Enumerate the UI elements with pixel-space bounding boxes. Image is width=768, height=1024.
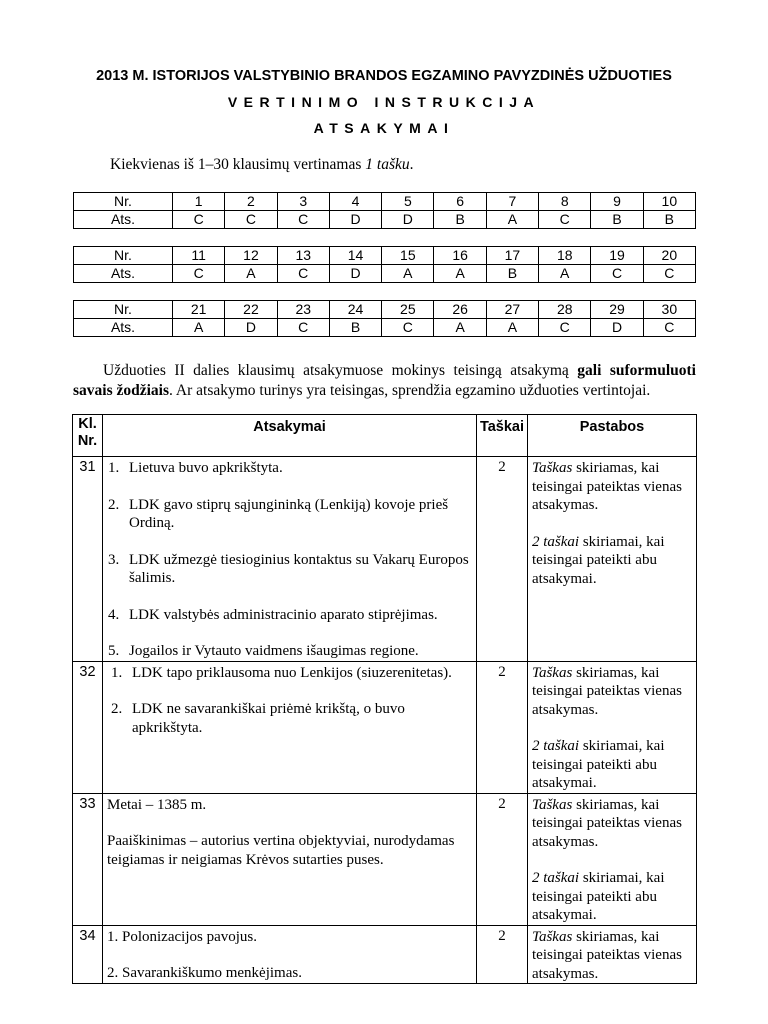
table-cell: D [591,319,643,337]
list-item: 1. LDK tapo priklausoma nuo Lenkijos (siuzerenitetas). [111,664,452,681]
table-cell: C [539,211,591,229]
table-cell: A [539,265,591,283]
table-cell: 15 [382,247,434,265]
table-row [73,457,697,662]
table-cell: B [434,211,486,229]
table-cell: C [382,319,434,337]
table-cell: 5 [382,193,434,211]
nr-label: Nr. [74,247,173,265]
table-cell: C [173,265,225,283]
table-cell: A [225,265,277,283]
answer-table-row-numbers [74,301,696,319]
document-subtitle: VERTINIMO INSTRUKCIJA [227,94,541,110]
pastabos-header: Pastabos [528,415,697,457]
table-cell: C [539,319,591,337]
table-cell: C [277,265,329,283]
table-row [73,661,697,793]
nr-label: Nr. [74,301,173,319]
table-cell: 10 [643,193,695,211]
table-cell: 26 [434,301,486,319]
table-header-row [73,415,697,457]
table-cell: C [225,211,277,229]
table-cell: C [277,319,329,337]
answers-table [72,414,697,984]
list-item: 3. LDK užmezgė tiesioginius kontaktus su Vakarų Europos šalimis. [108,551,469,586]
table-cell: 16 [434,247,486,265]
document-title: 2013 M. ISTORIJOS VALSTYBINIO BRANDOS EGZAMINO PAVYZDINĖS UŽDUOTIES [96,68,672,84]
table-cell: C [173,211,225,229]
table-cell: 24 [329,301,381,319]
table-cell: 13 [277,247,329,265]
table-cell: A [382,265,434,283]
table-cell: 27 [486,301,538,319]
answer-table-1 [73,192,696,229]
table-cell: 14 [329,247,381,265]
note-cell: Taškas skiriamas, kai teisingai pateiktas vienas atsakymas. 2 taškai skiriamai, kai teisingai pateikti abu atsakymai. [528,457,697,662]
table-cell: 28 [539,301,591,319]
answer-cell [103,661,477,793]
table-cell: D [329,265,381,283]
table-cell: 29 [591,301,643,319]
part-two-paragraph: Užduoties II dalies klausimų atsakymuose mokinys teisingą atsakymą gali suformuluoti savais žodžiais. Ar atsakymo turinys yra teisingas, sprendžia egzamino užduoties vertintojai. [73,362,696,399]
question-number: 31 [73,457,103,662]
table-cell: C [277,211,329,229]
answer-table-row-answers [74,265,696,283]
table-cell: B [486,265,538,283]
table-cell: A [173,319,225,337]
table-cell: A [486,319,538,337]
table-cell: 9 [591,193,643,211]
table-cell: B [329,319,381,337]
answer-table-3 [73,300,696,337]
list-item: 5. Jogailos ir Vytauto vaidmens išaugimas regione. [108,643,419,659]
table-cell: 20 [643,247,695,265]
answer-table-2 [73,246,696,283]
question-number: 32 [73,661,103,793]
note-cell: Taškas skiriamas, kai teisingai pateiktas vienas atsakymas. 2 taškai skiriamai, kai teisingai pateikti abu atsakymai. [528,661,697,793]
table-cell: D [329,211,381,229]
table-cell: 12 [225,247,277,265]
table-cell: 18 [539,247,591,265]
table-cell: 2 [225,193,277,211]
points-cell: 2 [477,661,528,793]
list-item: 1. Lietuva buvo apkrikštyta. [108,460,283,476]
table-cell: 19 [591,247,643,265]
table-cell: A [486,211,538,229]
taskai-header: Taškai [477,415,528,457]
points-cell: 2 [477,793,528,925]
answer-cell: Metai – 1385 m. Paaiškinimas – autorius vertina objektyviai, nurodydamas teigiamas ir neigiamas Krėvos sutarties puses. [103,793,477,925]
table-cell: 8 [539,193,591,211]
intro-text: Kiekvienas iš 1–30 klausimų vertinamas 1 tašku. [110,156,414,173]
table-cell: 4 [329,193,381,211]
answer-cell: 1. Polonizacijos pavojus. 2. Savarankiškumo menkėjimas. [103,925,477,984]
table-row [73,793,697,925]
answer-table-row-numbers [74,193,696,211]
table-cell: D [225,319,277,337]
table-cell: A [434,319,486,337]
table-cell: 11 [173,247,225,265]
table-cell: 7 [486,193,538,211]
list-item: 4. LDK valstybės administracinio aparato stiprėjimas. [108,606,438,623]
kl-nr-header: Kl. Nr. [73,415,103,457]
answer-table-row-answers [74,319,696,337]
question-number: 34 [73,925,103,984]
answer-cell [103,457,477,662]
note-cell: Taškas skiriamas, kai teisingai pateiktas vienas atsakymas. 2 taškai skiriamai, kai teisingai pateikti abu atsakymai. [528,793,697,925]
table-cell: 25 [382,301,434,319]
points-cell: 2 [477,925,528,984]
ats-label: Ats. [74,211,173,229]
table-cell: D [382,211,434,229]
table-cell: 6 [434,193,486,211]
table-cell: 17 [486,247,538,265]
ats-label: Ats. [74,319,173,337]
table-cell: 30 [643,301,695,319]
ats-label: Ats. [74,265,173,283]
question-number: 33 [73,793,103,925]
section-title: ATSAKYMAI [313,120,455,136]
table-cell: B [591,211,643,229]
list-item: 2. LDK ne savarankiškai priėmė krikštą, o buvo apkrikštyta. [111,701,405,736]
table-cell: 23 [277,301,329,319]
points-cell: 2 [477,457,528,662]
table-cell: C [643,265,695,283]
note-cell: Taškas skiriamas, kai teisingai pateiktas vienas atsakymas. [528,925,697,984]
table-cell: B [643,211,695,229]
table-cell: 3 [277,193,329,211]
atsakymai-header: Atsakymai [103,415,477,457]
table-cell: 22 [225,301,277,319]
table-cell: 1 [173,193,225,211]
table-cell: C [643,319,695,337]
table-cell: 21 [173,301,225,319]
table-cell: C [591,265,643,283]
answer-table-row-answers [74,211,696,229]
nr-label: Nr. [74,193,173,211]
answer-table-row-numbers [74,247,696,265]
table-row [73,925,697,984]
list-item: 2. LDK gavo stiprų sąjungininką (Lenkiją) kovoje prieš Ordiną. [108,496,449,531]
table-cell: A [434,265,486,283]
